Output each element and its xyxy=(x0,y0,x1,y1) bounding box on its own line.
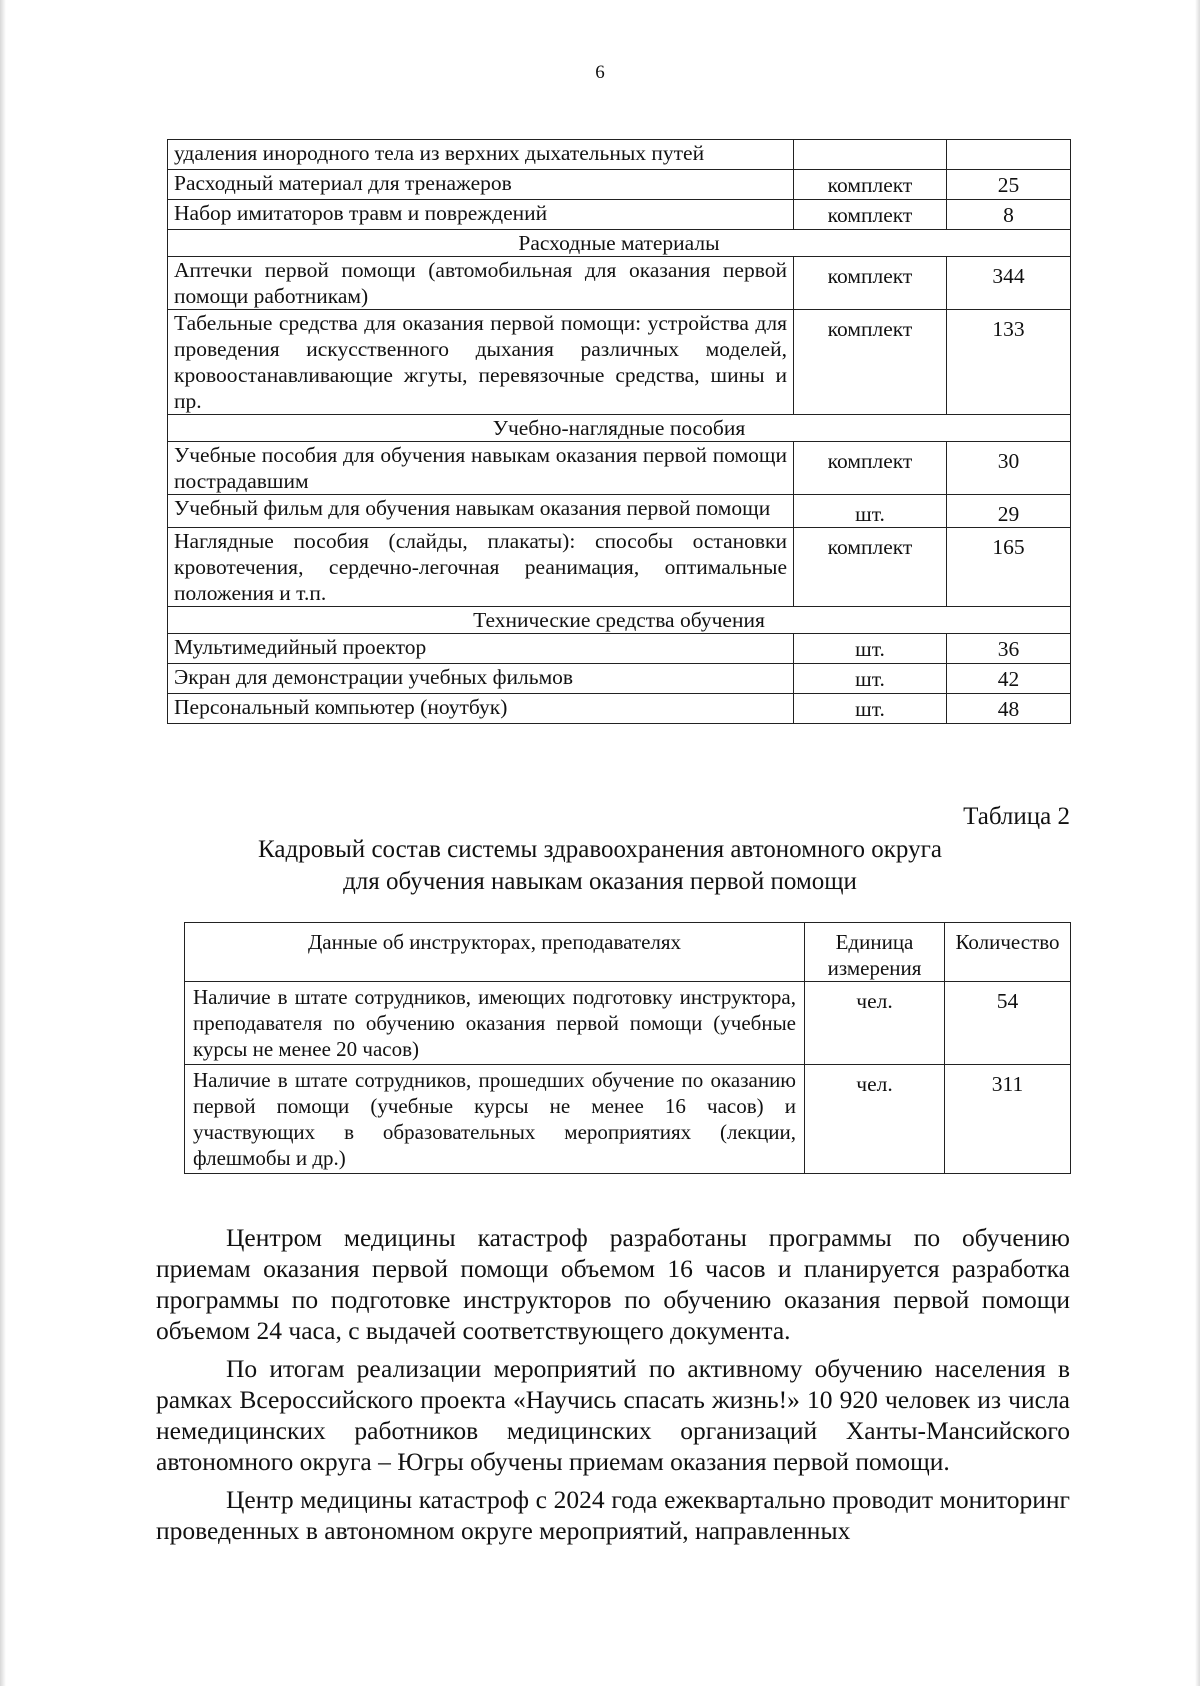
row-unit: шт. xyxy=(794,664,947,694)
table-row xyxy=(185,1065,1071,1174)
row-qty: 25 xyxy=(947,170,1071,200)
table-row xyxy=(168,170,1071,200)
staff-table xyxy=(184,922,1071,1174)
row-unit: чел. xyxy=(805,982,945,1065)
row-unit: комплект xyxy=(794,442,947,495)
row-name: Персональный компьютер (ноутбук) xyxy=(168,694,794,724)
row-qty: 48 xyxy=(947,694,1071,724)
row-unit: шт. xyxy=(794,634,947,664)
table-row xyxy=(185,982,1071,1065)
column-header: Количество xyxy=(945,923,1071,982)
row-name: Наличие в штате сотрудников, прошедших обучение по оказанию первой помощи (учебные курсы не менее 16 часов) и участвующих в образовательных мероприятиях (лекции, флешмобы и др.) xyxy=(185,1065,805,1174)
scan-edge-right xyxy=(1195,0,1200,1686)
table-row xyxy=(168,495,1071,528)
row-qty: 36 xyxy=(947,634,1071,664)
paragraph: Центром медицины катастроф разработаны программы по обучению приемам оказания первой помощи объемом 16 часов и планируется разработка программы по подготовке инструкторов по обучению оказания первой помощи объемом 24 часа, с выдачей соответствующего документа. xyxy=(156,1223,1070,1345)
row-name: Наглядные пособия (слайды, плакаты): способы остановки кровотечения, сердечно-легочная реанимация, оптимальные положения и т.п. xyxy=(168,528,794,607)
page-number: 6 xyxy=(595,62,605,83)
table-row xyxy=(168,442,1071,495)
table-title-line-2: для обучения навыкам оказания первой помощи xyxy=(343,868,857,895)
paragraph: Центр медицины катастроф с 2024 года ежеквартально проводит мониторинг проведенных в автономном округе мероприятий, направленных xyxy=(156,1485,1070,1545)
row-name: Расходный материал для тренажеров xyxy=(168,170,794,200)
table-row xyxy=(168,634,1071,664)
row-unit: шт. xyxy=(794,495,947,528)
table-row xyxy=(168,140,1071,170)
row-unit: комплект xyxy=(794,170,947,200)
row-qty: 133 xyxy=(947,310,1071,415)
row-unit: комплект xyxy=(794,200,947,230)
table-title-line-1: Кадровый состав системы здравоохранения автономного округа xyxy=(258,836,942,863)
row-name: Учебные пособия для обучения навыкам оказания первой помощи пострадавшим xyxy=(168,442,794,495)
table-title xyxy=(160,834,1040,898)
section-row xyxy=(168,607,1071,634)
row-qty: 54 xyxy=(945,982,1071,1065)
row-unit: комплект xyxy=(794,528,947,607)
row-name: Учебный фильм для обучения навыкам оказания первой помощи xyxy=(168,495,794,528)
row-unit: комплект xyxy=(794,257,947,310)
row-name: Экран для демонстрации учебных фильмов xyxy=(168,664,794,694)
section-title: Технические средства обучения xyxy=(168,607,1071,634)
row-unit: шт. xyxy=(794,694,947,724)
row-unit: комплект xyxy=(794,310,947,415)
section-row xyxy=(168,415,1071,442)
row-qty: 30 xyxy=(947,442,1071,495)
table-caption: Таблица 2 xyxy=(963,803,1070,830)
row-unit xyxy=(794,140,947,170)
equipment-table xyxy=(167,139,1071,724)
body-text xyxy=(156,1222,1070,1553)
row-qty: 42 xyxy=(947,664,1071,694)
column-header: Единица измерения xyxy=(805,923,945,982)
table-row xyxy=(168,528,1071,607)
row-name: Мультимедийный проектор xyxy=(168,634,794,664)
row-qty: 311 xyxy=(945,1065,1071,1174)
header-row xyxy=(185,923,1071,982)
row-qty: 8 xyxy=(947,200,1071,230)
section-title: Расходные материалы xyxy=(168,230,1071,257)
table-row xyxy=(168,257,1071,310)
paragraph: По итогам реализации мероприятий по активному обучению населения в рамках Всероссийского проекта «Научись спасать жизнь!» 10 920 человек из числа немедицинских работников медицинских организаций Ханты-Мансийского автономного округа – Югры обучены приемам оказания первой помощи. xyxy=(156,1354,1070,1476)
row-unit: чел. xyxy=(805,1065,945,1174)
section-title: Учебно-наглядные пособия xyxy=(168,415,1071,442)
row-name: Табельные средства для оказания первой помощи: устройства для проведения искусственного дыхания различных моделей, кровоостанавливающие жгуты, перевязочные средства, шины и пр. xyxy=(168,310,794,415)
row-name: удаления инородного тела из верхних дыхательных путей xyxy=(168,140,794,170)
column-header: Данные об инструкторах, преподавателях xyxy=(185,923,805,982)
table-row xyxy=(168,664,1071,694)
table-row xyxy=(168,694,1071,724)
row-name: Наличие в штате сотрудников, имеющих подготовку инструктора, преподавателя по обучению оказания первой помощи (учебные курсы не менее 20 часов) xyxy=(185,982,805,1065)
section-row xyxy=(168,230,1071,257)
row-qty: 29 xyxy=(947,495,1071,528)
row-qty xyxy=(947,140,1071,170)
row-qty: 165 xyxy=(947,528,1071,607)
row-name: Аптечки первой помощи (автомобильная для оказания первой помощи работникам) xyxy=(168,257,794,310)
table-row xyxy=(168,200,1071,230)
scan-edge-left xyxy=(0,0,6,1686)
table-row xyxy=(168,310,1071,415)
row-name: Набор имитаторов травм и повреждений xyxy=(168,200,794,230)
row-qty: 344 xyxy=(947,257,1071,310)
